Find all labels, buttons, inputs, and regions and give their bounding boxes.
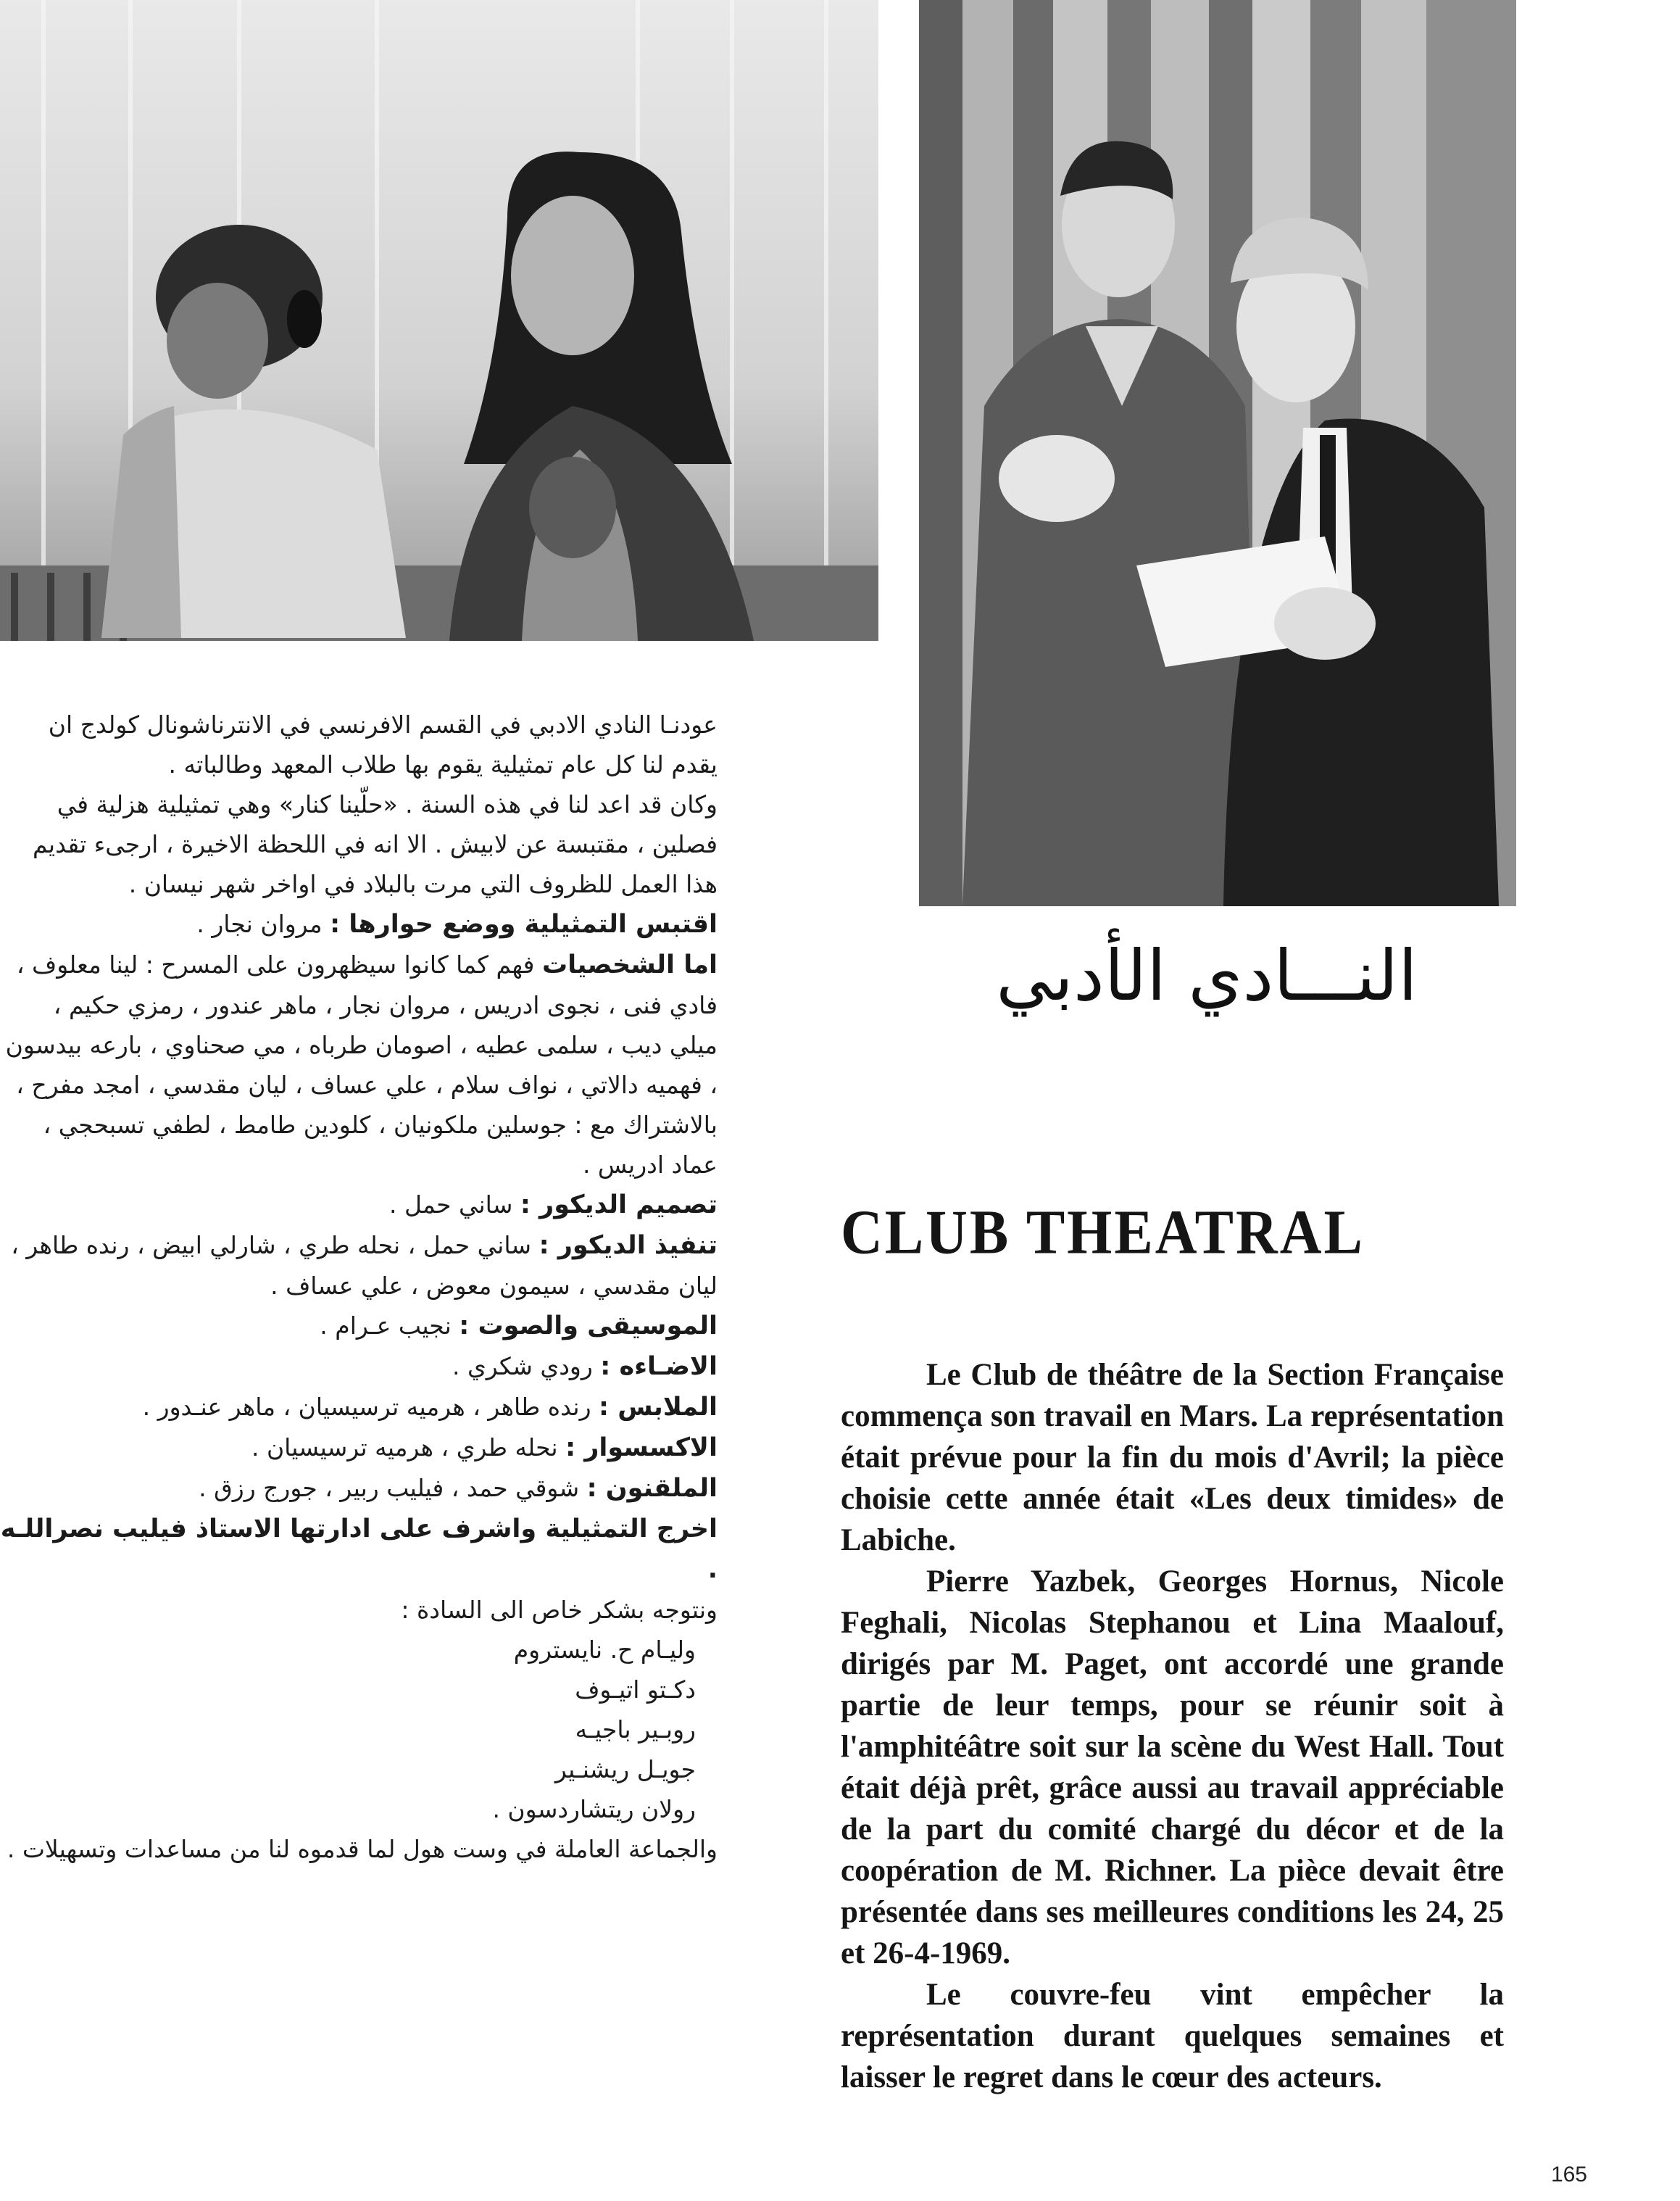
arabic-paragraph-text: وكان قد اعد لنا في هذه السنة . «حلّينا كنار» وهي تمثيلية هزلية في فصلين ، مقتبسة عن لابيش . الا انه في اللحظة الاخيرة ، ارجىء تقديم هذا العمل للظروف التي مرت بالبلاد في اواخر شهر نيسان . <box>32 790 718 898</box>
french-title: CLUB THEATRAL <box>841 1198 1365 1268</box>
page-number: 165 <box>1550 2163 1587 2187</box>
arabic-paragraph <box>0 1829 718 1869</box>
arabic-paragraph <box>0 1468 718 1509</box>
french-paragraph-2: Pierre Yazbek, Georges Hornus, Nicole Feghali, Nicolas Stephanou et Lina Maalouf, dirigés par M. Paget, ont accordé une grande partie de leur temps, pour se réunir soit à l'amphitéâtre soit sur la scène du West Hall. Tout était déjà prêt, grâce aussi au travail appréciable de la part du comité chargé du décor et de la coopération de M. Richner. La pièce devait être présentée dans ses meilleures conditions les 24, 25 et 26-4-1969. <box>841 1564 1504 1970</box>
arabic-paragraph-text: دكـتو اتيـوف <box>575 1675 696 1704</box>
arabic-paragraph <box>0 1185 718 1225</box>
arabic-paragraph-text: نحله طري ، هرميه ترسيسيان . <box>251 1433 566 1462</box>
arabic-paragraph-heading: تنفيذ الديكور : <box>538 1231 718 1260</box>
arabic-paragraph-heading: الاكسسوار : <box>565 1433 718 1462</box>
arabic-paragraph-text: فهم كما كانوا سيظهرون على المسرح : لينا معلوف ، فادي فنى ، نجوى ادريس ، مروان نجار ، ماهر عندور ، رمزي حكيم ، ميلي ديب ، سلمى عطيه ، اصومان طرباه ، مي صحناوي ، بارعه بيدسون ، فهميه دالاتي ، نواف سلام ، علي عساف ، ليان مقدسي ، امجد مفرح ، بالاشتراك مع : جوسلين ملكونيان ، كلودين طامط ، لطفي تسبحجي ، عماد ادريس . <box>5 950 718 1179</box>
arabic-paragraph <box>0 1509 718 1590</box>
arabic-paragraph-text: روبـير باجيـه <box>575 1715 696 1744</box>
photo-rehearsal-women <box>0 0 878 641</box>
arabic-paragraph-text: عودنـا النادي الادبي في القسم الافرنسي في الانترناشونال كولدج ان يقدم لنا كل عام تمثيلية يقوم بها طلاب المعهد وطالباته . <box>48 710 718 779</box>
arabic-paragraph <box>0 1306 718 1346</box>
arabic-paragraph-text: والجماعة العاملة في وست هول لما قدموه لنا من مساعدات وتسهيلات . <box>7 1835 718 1863</box>
photo-rehearsal-women-image <box>0 0 878 641</box>
french-paragraph-3: Le couvre-feu vint empêcher la représentation durant quelques semaines et laisser le regret dans le cœur des acteurs. <box>841 1978 1504 2094</box>
arabic-paragraph <box>0 1789 718 1829</box>
arabic-paragraph <box>0 705 718 784</box>
arabic-paragraph-heading: الملقنون : <box>586 1474 718 1503</box>
arabic-paragraph-heading: اما الشخصيات <box>541 950 718 979</box>
arabic-paragraph-text: نجيب عـرام . <box>320 1311 459 1340</box>
arabic-paragraph-text: شوقي حمد ، فيليب ربير ، جورج رزق . <box>199 1474 587 1502</box>
arabic-article <box>0 705 718 1869</box>
arabic-paragraph <box>0 1346 718 1387</box>
arabic-paragraph <box>0 1427 718 1468</box>
arabic-paragraph-heading: الموسيقى والصوت : <box>459 1311 718 1340</box>
arabic-paragraph <box>0 1670 718 1709</box>
arabic-paragraph <box>0 1225 718 1306</box>
arabic-paragraph-heading: اقتبس التمثيلية ووضع حوارها : <box>330 910 718 939</box>
arabic-paragraph-text: ساني حمل . <box>389 1190 520 1219</box>
arabic-paragraph-heading: تصميم الديكور : <box>520 1190 718 1219</box>
arabic-paragraph <box>0 1749 718 1789</box>
arabic-paragraph-text: رودي شكري . <box>452 1352 601 1380</box>
arabic-paragraph-heading: الملابس : <box>599 1393 718 1422</box>
arabic-paragraph <box>0 1590 718 1630</box>
french-paragraph-1: Le Club de théâtre de la Section Française commença son travail en Mars. La représentation était prévue pour la fin du mois d'Avril; la pièce choisie cette année était «Les deux timides» de Labiche. <box>841 1358 1504 1557</box>
arabic-paragraph-text: ساني حمل ، نحله طري ، شارلي ابيض ، رنده طاهر ، ليان مقدسي ، سيمون معوض ، علي عساف . <box>11 1231 718 1300</box>
arabic-title: النـــادي الأدبي <box>996 935 1418 1016</box>
arabic-paragraph-text: جويـل ريشنـير <box>554 1755 696 1783</box>
arabic-paragraph <box>0 1387 718 1427</box>
arabic-paragraph <box>0 904 718 945</box>
arabic-paragraph-text: مروان نجار . <box>196 910 330 938</box>
arabic-paragraph <box>0 1709 718 1749</box>
photo-rehearsal-men <box>919 0 1516 906</box>
arabic-paragraph-heading: اخرج التمثيلية واشرف على ادارتها الاستاذ فيليب نصراللـه . <box>0 1514 718 1584</box>
arabic-paragraph <box>0 945 718 1185</box>
arabic-paragraph <box>0 1630 718 1670</box>
french-article <box>841 1354 1504 2098</box>
arabic-paragraph-heading: الاضـاءه : <box>600 1352 718 1381</box>
photo-rehearsal-men-image <box>919 0 1516 906</box>
arabic-paragraph-text: رولان ريتشاردسون . <box>492 1795 696 1823</box>
arabic-paragraph-text: رنده طاهر ، هرميه ترسيسيان ، ماهر عنـدور . <box>142 1393 599 1421</box>
arabic-paragraph-text: وليـام ح. نايستروم <box>513 1636 696 1664</box>
arabic-paragraph <box>0 784 718 904</box>
arabic-paragraph-text: ونتوجه بشكر خاص الى السادة : <box>401 1596 718 1624</box>
